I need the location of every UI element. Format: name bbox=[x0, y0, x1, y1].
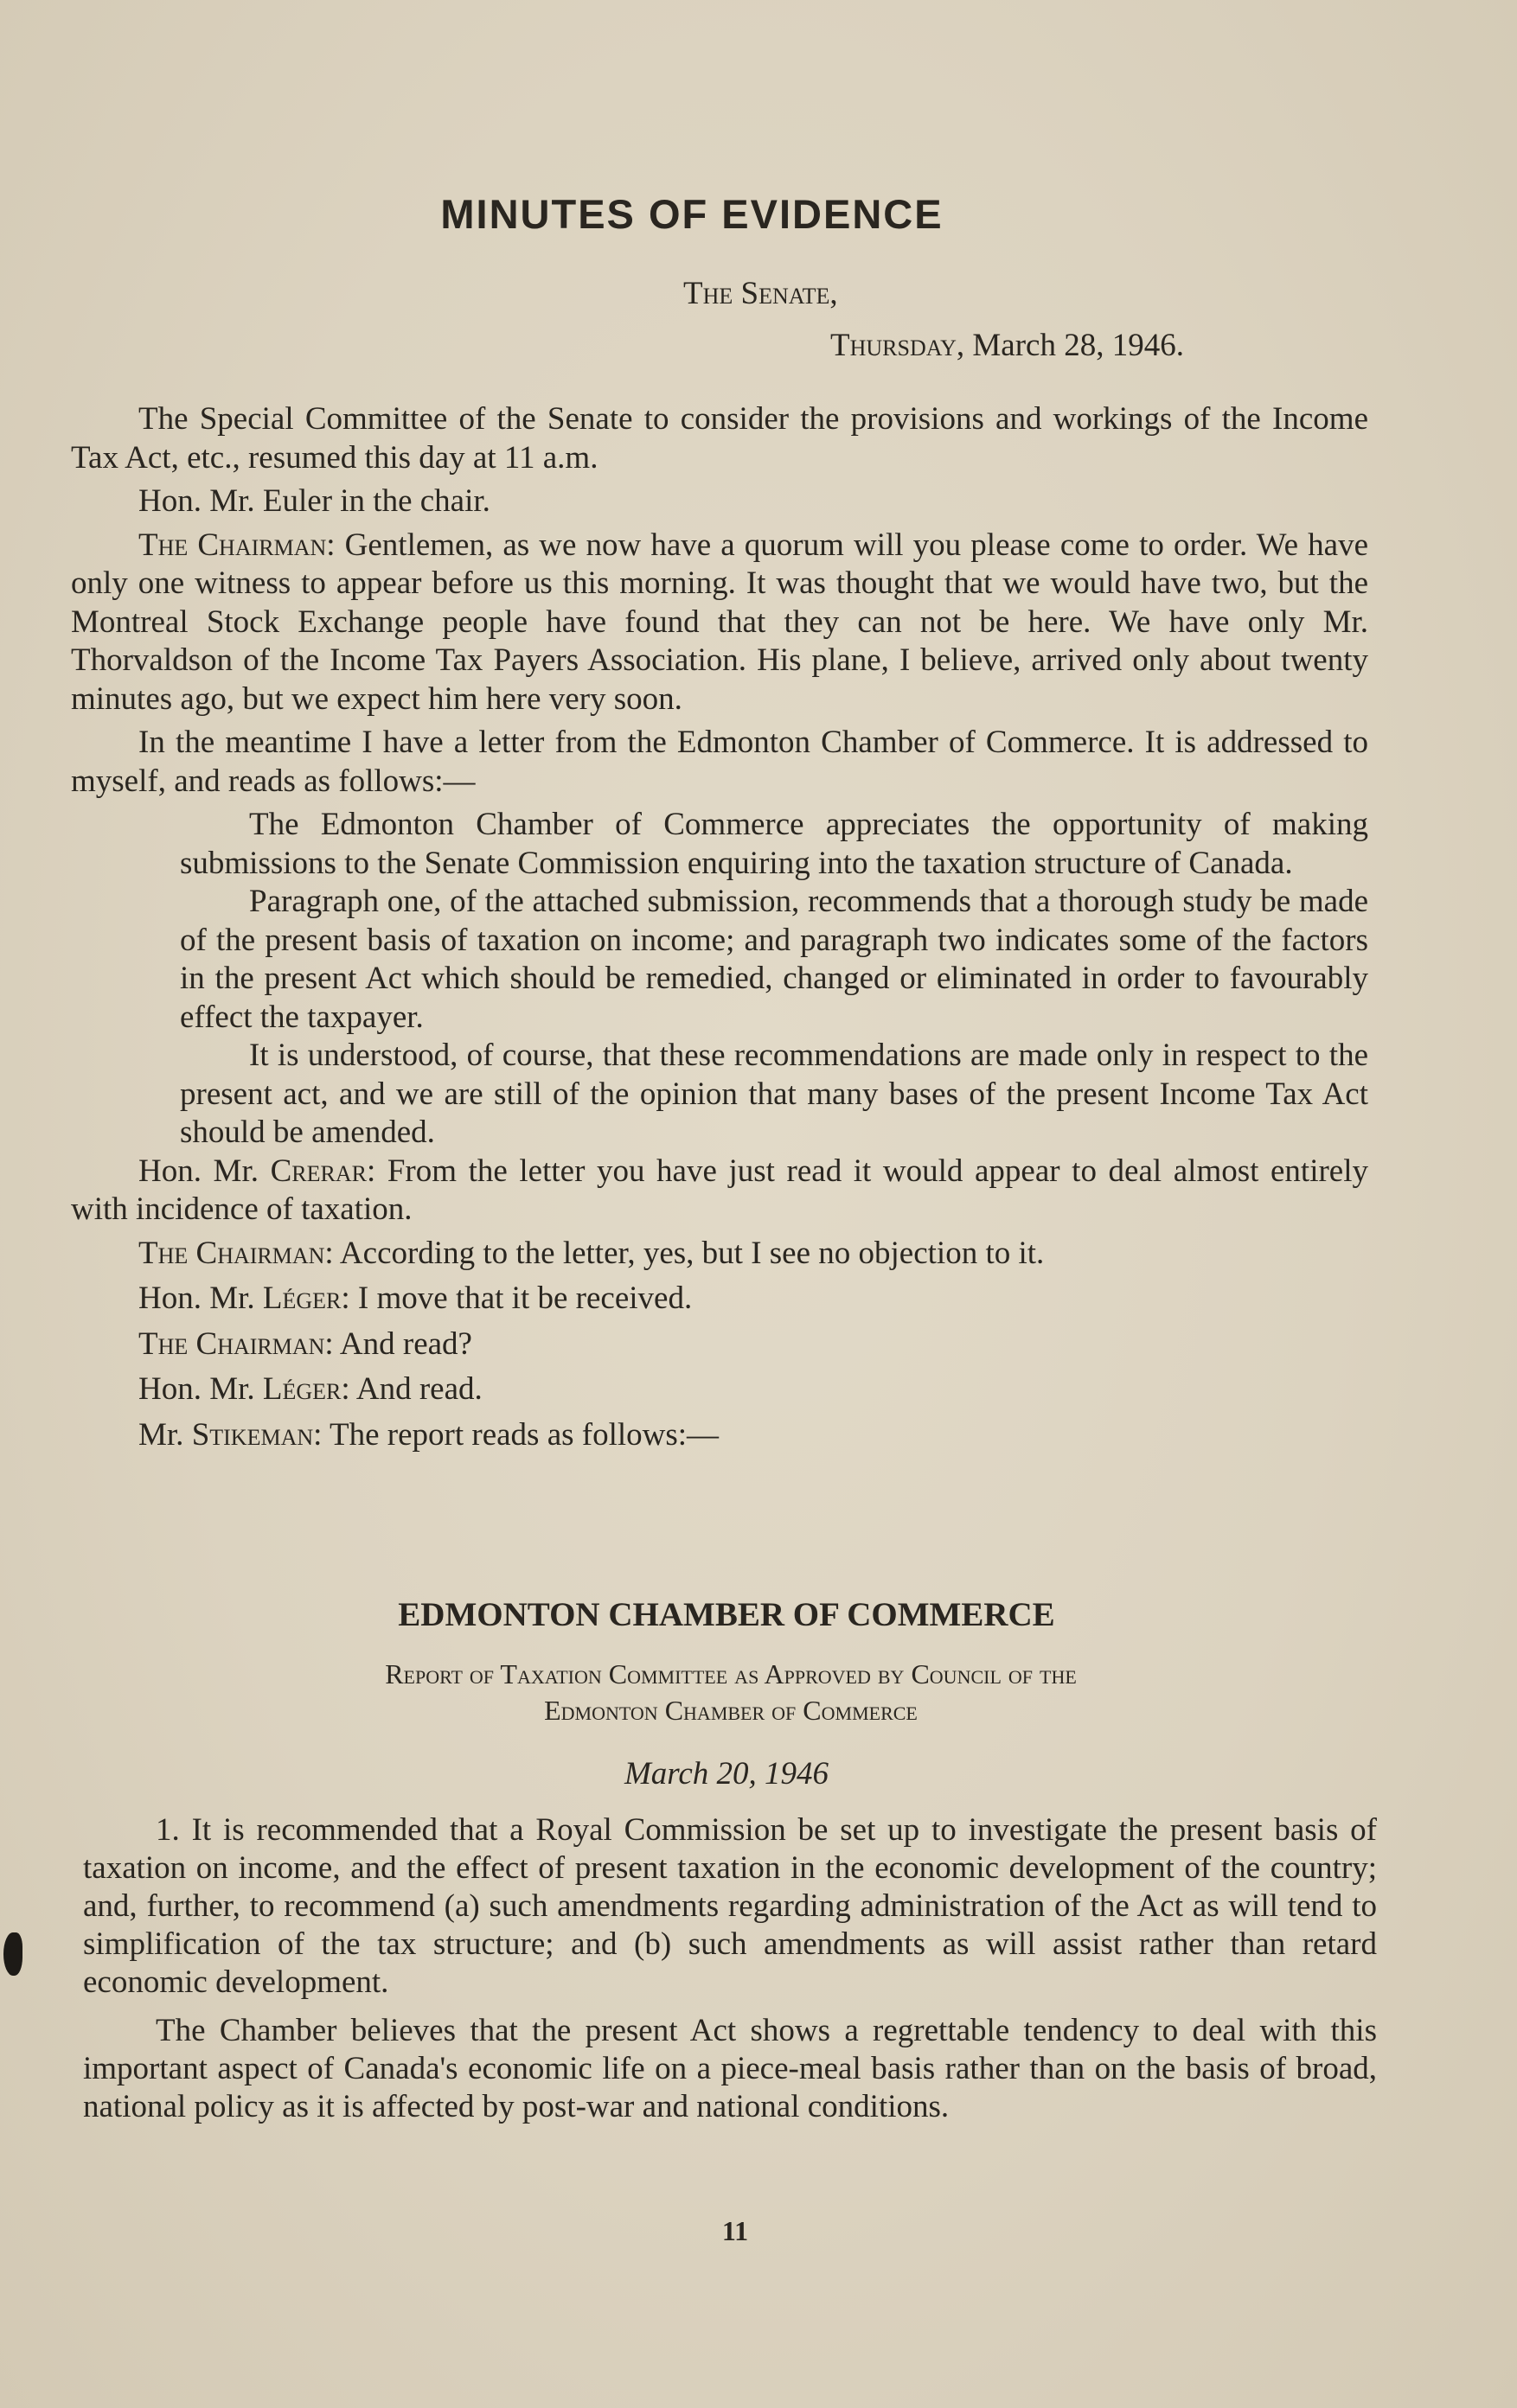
letter-quote bbox=[180, 806, 1368, 1153]
paragraph bbox=[71, 1325, 1368, 1364]
report-title: EDMONTON CHAMBER OF COMMERCE bbox=[398, 1596, 1055, 1633]
speaker: Léger: bbox=[262, 1371, 350, 1407]
speaker-title: Hon. Mr. bbox=[138, 1371, 255, 1407]
quote-paragraph: It is understood, of course, that these recommendations are made only in respect to the present act, and we are still of the opinion that many bases of the present Income Tax Act should be amended. bbox=[180, 1038, 1368, 1150]
ink-blot bbox=[3, 1932, 22, 1976]
paragraph bbox=[71, 1235, 1368, 1274]
dateline-date bbox=[830, 327, 1184, 364]
speaker-title: Mr. bbox=[138, 1416, 184, 1453]
quote-paragraph: The Edmonton Chamber of Commerce appreciates the opportunity of making submissions to the Senate Commission enquiring into the taxation structure of Canada. bbox=[180, 807, 1368, 881]
report-body bbox=[83, 1811, 1377, 2137]
speaker: The Chairman: bbox=[138, 527, 336, 563]
speech: From the letter you have just read it would appear to deal almost entirely with incidence of taxation. bbox=[71, 1153, 1369, 1227]
speech: According to the letter, yes, but I see no objection to it. bbox=[339, 1235, 1045, 1271]
report-subtitle-line: Edmonton Chamber of Commerce bbox=[544, 1695, 918, 1726]
paragraph: The Chamber believes that the present Act shows a regrettable tendency to deal with this important aspect of Canada's economic life on a piece-meal basis rather than on the basis of broad, national policy as it is affected by post-war and national conditions. bbox=[83, 2013, 1377, 2124]
speaker: Léger: bbox=[262, 1281, 350, 1316]
paragraph bbox=[71, 1416, 1368, 1455]
speaker: Crerar: bbox=[270, 1153, 376, 1189]
page-title: MINUTES OF EVIDENCE bbox=[440, 191, 944, 237]
speech: Gentlemen, as we now have a quorum will you please come to order. We have only one witness to appear before us this morning. It was thought that we would have two, but the Montreal Stock Exchange people have found that they can not be here. We have only Mr. Thorvaldson of the Income Tax Payers Association. His plane, I believe, arrived only about twenty minutes ago, but we expect him here very soon. bbox=[71, 527, 1368, 717]
paragraph bbox=[71, 1153, 1368, 1230]
dateline-place: The Senate, bbox=[683, 276, 838, 311]
quote-paragraph: Paragraph one, of the attached submission, recommends that a thorough study be made of the present basis of taxation on income; and paragraph two indicates some of the factors in the present Act which should be remedied, changed or eliminated in order to favourably effect the taxpayer. bbox=[180, 884, 1368, 1035]
paragraph: The Special Committee of the Senate to consider the provisions and workings of the Income Tax Act, etc., resumed this day at 11 a.m. bbox=[71, 401, 1368, 476]
dateline-full-date: March 28, 1946. bbox=[972, 328, 1184, 363]
speaker: The Chairman: bbox=[138, 1235, 334, 1271]
paragraph: Hon. Mr. Euler in the chair. bbox=[138, 483, 490, 519]
paragraph bbox=[71, 1280, 1368, 1319]
speaker-title: Hon. Mr. bbox=[138, 1153, 259, 1189]
speaker: Stikeman: bbox=[191, 1416, 323, 1453]
dateline-day: Thursday, bbox=[830, 328, 965, 363]
speaker: The Chairman: bbox=[138, 1325, 334, 1362]
report-date: March 20, 1946 bbox=[624, 1756, 829, 1792]
speaker-title: Hon. Mr. bbox=[138, 1281, 255, 1316]
paragraph: In the meantime I have a letter from the Edmonton Chamber of Commerce. It is addressed to myself, and reads as follows:— bbox=[71, 725, 1368, 799]
report-subtitle-line: Report of Taxation Committee as Approved by Council of the bbox=[385, 1658, 1077, 1689]
speech: And read. bbox=[355, 1371, 483, 1407]
paragraph bbox=[71, 527, 1368, 719]
report-subtitle bbox=[138, 1656, 1323, 1728]
minutes-body bbox=[71, 400, 1368, 1461]
speech: I move that it be received. bbox=[357, 1281, 693, 1316]
speech: And read? bbox=[339, 1325, 472, 1362]
speech: The report reads as follows:— bbox=[330, 1416, 720, 1453]
paragraph bbox=[71, 1370, 1368, 1409]
page-number: 11 bbox=[721, 2215, 749, 2246]
paragraph: 1. It is recommended that a Royal Commission be set up to investigate the present basis of taxation on income, and the effect of present taxation in the economic development of the country; and, further, to recommend (a) such amendments regarding administration of the Act as will tend to simplification of the tax structure; and (b) such amendments as will assist rather than retard economic development. bbox=[83, 1812, 1377, 2000]
